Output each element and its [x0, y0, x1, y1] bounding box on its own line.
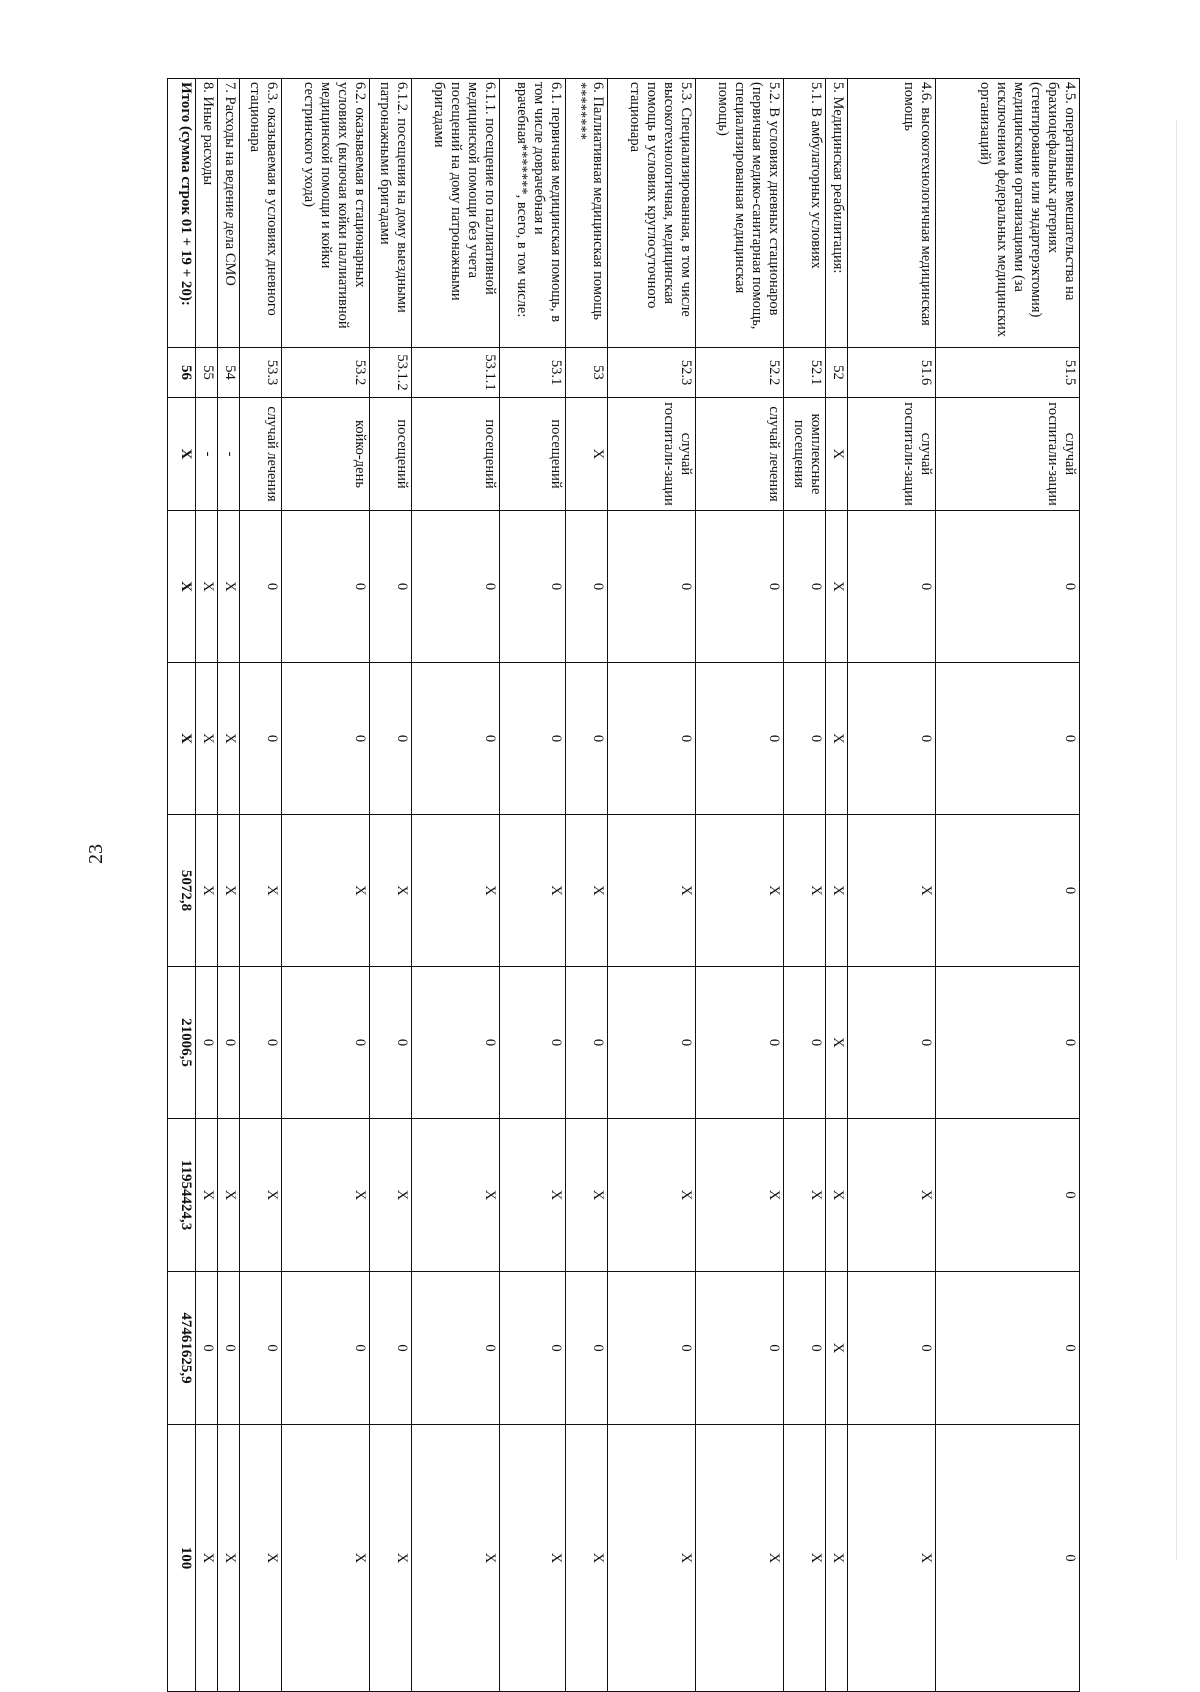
cell-c3: X — [370, 815, 412, 967]
cell-c7: 0 — [936, 1425, 1080, 1692]
cell-c6: 0 — [500, 1272, 566, 1425]
budget-table — [167, 78, 1080, 1692]
cell-name: 4.5. оперативные вмешательства на брахиоцефальных артериях (стентирование или эндартерэктомия) медицинскими организациями (за исключением федеральных медицинских организаций) — [936, 79, 1080, 348]
cell-c1: 0 — [282, 511, 370, 663]
cell-name: Итого (сумма строк 01 + 19 + 20): — [168, 79, 196, 348]
cell-c2: 0 — [936, 663, 1080, 815]
cell-c4: 0 — [370, 967, 412, 1119]
cell-c5: X — [370, 1119, 412, 1272]
table-row — [412, 79, 500, 1692]
table-row — [696, 79, 784, 1692]
cell-name: 5.3. Специализированная, в том числе высокотехнологичная, медицинская помощь в условиях круглосуточного стационара — [608, 79, 696, 348]
cell-c5: X — [282, 1119, 370, 1272]
table-row — [500, 79, 566, 1692]
cell-c7: X — [218, 1425, 240, 1692]
cell-code: 55 — [196, 348, 218, 398]
cell-c7: X — [696, 1425, 784, 1692]
cell-c6: 0 — [412, 1272, 500, 1425]
page-number: 23 — [85, 844, 107, 864]
cell-c5: X — [240, 1119, 282, 1272]
cell-c7: X — [848, 1425, 936, 1692]
cell-name: 5.1. В амбулаторных условиях — [784, 79, 826, 348]
cell-c5: X — [848, 1119, 936, 1272]
cell-c5: X — [566, 1119, 608, 1272]
cell-c5: 0 — [936, 1119, 1080, 1272]
cell-c4: 21006,5 — [168, 967, 196, 1119]
cell-c5: X — [696, 1119, 784, 1272]
table-row — [282, 79, 370, 1692]
cell-c5: 11954424,3 — [168, 1119, 196, 1272]
table-row — [196, 79, 218, 1692]
cell-unit: комплексные посещения — [784, 398, 826, 511]
cell-c1: X — [196, 511, 218, 663]
cell-unit: случай госпитали-зации — [848, 398, 936, 511]
cell-c3: 5072,8 — [168, 815, 196, 967]
table-row — [784, 79, 826, 1692]
cell-code: 53.1.1 — [412, 348, 500, 398]
cell-c6: X — [826, 1272, 848, 1425]
cell-c7: X — [282, 1425, 370, 1692]
cell-c6: 0 — [936, 1272, 1080, 1425]
cell-c6: 0 — [848, 1272, 936, 1425]
cell-unit: X — [826, 398, 848, 511]
scan-edge-line — [1176, 120, 1177, 1560]
cell-unit: случай лечения — [696, 398, 784, 511]
cell-c2: 0 — [848, 663, 936, 815]
cell-name: 6.1.2. посещения на дому выездными патронажными бригадами — [370, 79, 412, 348]
cell-c2: 0 — [282, 663, 370, 815]
cell-code: 56 — [168, 348, 196, 398]
cell-c1: 0 — [848, 511, 936, 663]
cell-c6: 0 — [240, 1272, 282, 1425]
cell-c2: 0 — [608, 663, 696, 815]
table-row — [168, 79, 196, 1692]
cell-c7: X — [826, 1425, 848, 1692]
cell-c1: X — [168, 511, 196, 663]
cell-c2: X — [218, 663, 240, 815]
cell-c6: 0 — [282, 1272, 370, 1425]
cell-c1: X — [826, 511, 848, 663]
cell-c1: 0 — [370, 511, 412, 663]
cell-name: 7. Расходы на ведение дела СМО — [218, 79, 240, 348]
cell-c5: X — [608, 1119, 696, 1272]
cell-c6: 0 — [370, 1272, 412, 1425]
cell-c7: X — [240, 1425, 282, 1692]
cell-c1: 0 — [240, 511, 282, 663]
cell-c6: 0 — [218, 1272, 240, 1425]
cell-c4: 0 — [936, 967, 1080, 1119]
budget-table-rotated — [168, 78, 1080, 1691]
cell-name: 5.2. В условиях дневных стационаров (первичная медико-санитарная помощь, специализированная медицинская помощь) — [696, 79, 784, 348]
cell-c6: 0 — [784, 1272, 826, 1425]
cell-c6: 47461625,9 — [168, 1272, 196, 1425]
cell-c5: X — [784, 1119, 826, 1272]
cell-c1: 0 — [500, 511, 566, 663]
cell-c4: 0 — [240, 967, 282, 1119]
cell-name: 6.1.1. посещение по паллиативной медицинской помощи без учета посещений на дому патронажными бригадами — [412, 79, 500, 348]
table-row — [240, 79, 282, 1692]
cell-c3: X — [500, 815, 566, 967]
cell-c1: 0 — [784, 511, 826, 663]
cell-c6: 0 — [196, 1272, 218, 1425]
cell-c2: X — [168, 663, 196, 815]
cell-c2: 0 — [500, 663, 566, 815]
cell-c3: X — [196, 815, 218, 967]
cell-c5: X — [826, 1119, 848, 1272]
cell-c2: 0 — [784, 663, 826, 815]
cell-c1: 0 — [412, 511, 500, 663]
cell-c3: X — [218, 815, 240, 967]
cell-c6: 0 — [608, 1272, 696, 1425]
cell-c7: X — [412, 1425, 500, 1692]
cell-c3: X — [848, 815, 936, 967]
cell-c4: 0 — [218, 967, 240, 1119]
cell-c3: 0 — [936, 815, 1080, 967]
table-row — [566, 79, 608, 1692]
cell-c4: 0 — [608, 967, 696, 1119]
cell-c3: X — [566, 815, 608, 967]
cell-c2: 0 — [696, 663, 784, 815]
table-row — [848, 79, 936, 1692]
cell-name: 6.1. первичная медицинская помощь, в том числе доврачебная и врачебная*******, всего, в том числе: — [500, 79, 566, 348]
table-row — [936, 79, 1080, 1692]
cell-c3: X — [784, 815, 826, 967]
cell-c4: 0 — [566, 967, 608, 1119]
cell-c5: X — [500, 1119, 566, 1272]
cell-c2: 0 — [566, 663, 608, 815]
cell-unit: посещений — [412, 398, 500, 511]
cell-code: 53.2 — [282, 348, 370, 398]
cell-unit: случай госпитали-зации — [608, 398, 696, 511]
cell-code: 52 — [826, 348, 848, 398]
cell-c2: 0 — [240, 663, 282, 815]
cell-c7: X — [196, 1425, 218, 1692]
cell-c4: 0 — [696, 967, 784, 1119]
cell-unit: случай лечения — [240, 398, 282, 511]
table-row — [826, 79, 848, 1692]
cell-c4: 0 — [196, 967, 218, 1119]
cell-c2: X — [196, 663, 218, 815]
table-row — [370, 79, 412, 1692]
cell-c1: X — [218, 511, 240, 663]
cell-name: 8. Иные расходы — [196, 79, 218, 348]
cell-unit: случай госпитали-зации — [936, 398, 1080, 511]
cell-c4: 0 — [784, 967, 826, 1119]
cell-c4: 0 — [412, 967, 500, 1119]
cell-c6: 0 — [696, 1272, 784, 1425]
cell-c3: X — [282, 815, 370, 967]
cell-c3: X — [826, 815, 848, 967]
cell-c4: X — [826, 967, 848, 1119]
cell-code: 53.1 — [500, 348, 566, 398]
cell-name: 4.6. высокотехнологичная медицинская помощь — [848, 79, 936, 348]
cell-code: 54 — [218, 348, 240, 398]
cell-c7: X — [370, 1425, 412, 1692]
cell-c4: 0 — [282, 967, 370, 1119]
cell-c1: 0 — [936, 511, 1080, 663]
cell-name: 6.3. оказываемая в условиях дневного стационара — [240, 79, 282, 348]
table-row — [218, 79, 240, 1692]
cell-c1: 0 — [696, 511, 784, 663]
cell-name: 6. Паллиативная медицинская помощь ******** — [566, 79, 608, 348]
cell-c1: 0 — [608, 511, 696, 663]
cell-c1: 0 — [566, 511, 608, 663]
cell-unit: койко-день — [282, 398, 370, 511]
table-row — [608, 79, 696, 1692]
cell-unit: - — [218, 398, 240, 511]
cell-code: 51.5 — [936, 348, 1080, 398]
cell-c7: X — [566, 1425, 608, 1692]
cell-c2: X — [826, 663, 848, 815]
cell-name: 6.2. оказываемая в стационарных условиях (включая койки паллиативной медицинской помощи и койки сестринского ухода) — [282, 79, 370, 348]
cell-c7: X — [784, 1425, 826, 1692]
cell-c2: 0 — [370, 663, 412, 815]
cell-code: 51.6 — [848, 348, 936, 398]
cell-c6: 0 — [566, 1272, 608, 1425]
cell-unit: посещений — [370, 398, 412, 511]
cell-c7: 100 — [168, 1425, 196, 1692]
cell-c7: X — [500, 1425, 566, 1692]
cell-c3: X — [608, 815, 696, 967]
cell-code: 53.1.2 — [370, 348, 412, 398]
cell-c3: X — [240, 815, 282, 967]
cell-name: 5. Медицинская реабилитация: — [826, 79, 848, 348]
cell-code: 52.2 — [696, 348, 784, 398]
cell-c7: X — [608, 1425, 696, 1692]
cell-c4: 0 — [848, 967, 936, 1119]
cell-code: 52.1 — [784, 348, 826, 398]
cell-unit: посещений — [500, 398, 566, 511]
cell-c3: X — [412, 815, 500, 967]
cell-code: 53 — [566, 348, 608, 398]
cell-code: 52.3 — [608, 348, 696, 398]
cell-c3: X — [696, 815, 784, 967]
cell-c2: 0 — [412, 663, 500, 815]
cell-unit: X — [566, 398, 608, 511]
cell-c5: X — [218, 1119, 240, 1272]
cell-unit: X — [168, 398, 196, 511]
cell-c4: 0 — [500, 967, 566, 1119]
cell-unit: - — [196, 398, 218, 511]
cell-c5: X — [412, 1119, 500, 1272]
cell-c5: X — [196, 1119, 218, 1272]
cell-code: 53.3 — [240, 348, 282, 398]
